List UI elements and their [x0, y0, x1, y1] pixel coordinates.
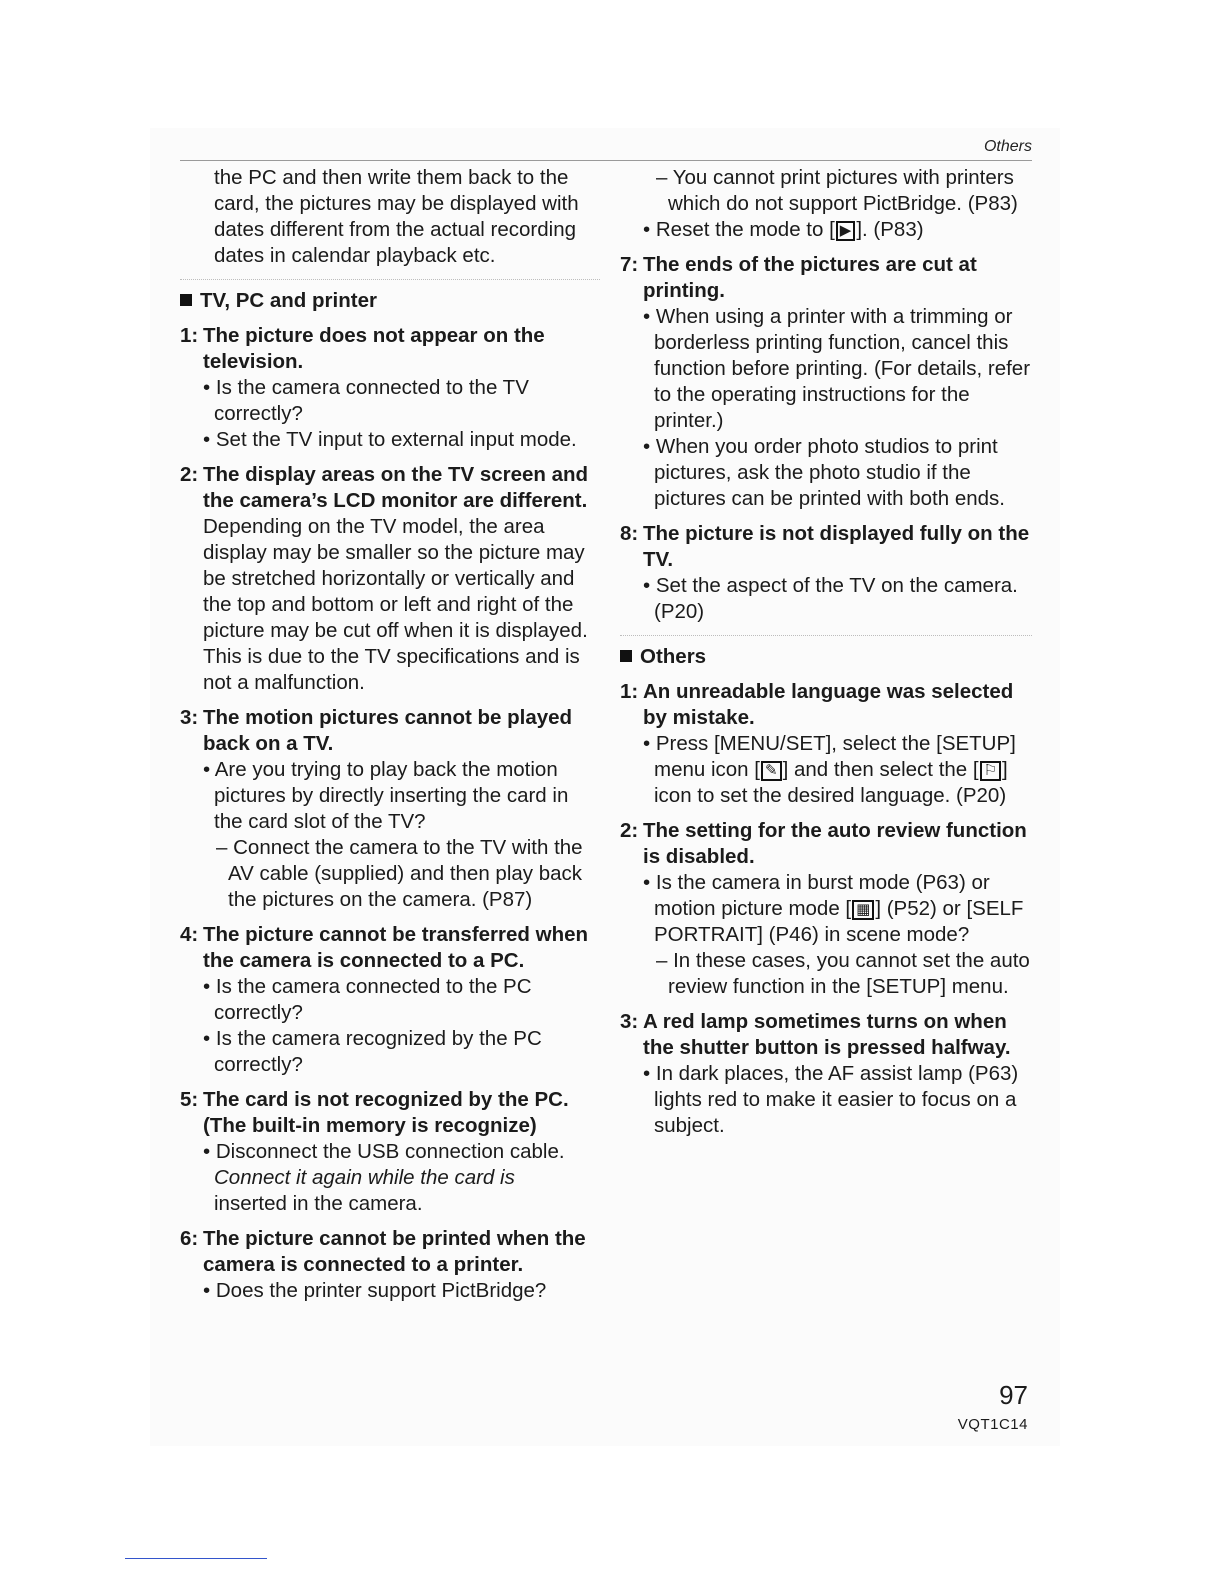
dash-item: – Connect the camera to the TV with the AV cable (supplied) and then play back the pictures on the camera. (P87)	[216, 836, 583, 911]
bullet-item: • Is the camera in burst mode (P63) or motion picture mode [ ▦ ] (P52) or [SELF PORTRAIT] (P46) in scene mode?	[643, 871, 1024, 946]
others-item-1: 1: An unreadable language was selected by mistake. • Press [MENU/SET], select the [SETUP] menu icon [ ✎ ] and then select the [ ⚐ ] icon to set the desired language. (P20)	[620, 679, 1032, 809]
dash-item: – In these cases, you cannot set the auto review function in the [SETUP] menu.	[656, 949, 1030, 998]
faq-item-3: 3: The motion pictures cannot be played back on a TV. • Are you trying to play back the motion pictures by directly inserting the card in the card slot of the TV? – Connect the camera to the TV with the AV cable (supplied) and then play back the pictures on the camera. (P87)	[180, 705, 600, 913]
right-column	[620, 165, 1032, 1139]
question-title: The display areas on the TV screen and the camera’s LCD monitor are different.	[203, 463, 589, 512]
language-icon: ⚐	[980, 761, 1001, 781]
faq-item-7: 7: The ends of the pictures are cut at printing. • When using a printer with a trimming or borderless printing function, cancel this function before printing. (For details, refer to the operating instructions for the printer.) • When you order photo studios to print pictures, ask the photo studio if the pictures can be printed with both ends.	[620, 253, 1031, 510]
question-title: The motion pictures cannot be played back on a TV.	[203, 706, 573, 755]
bullet-item: • Disconnect the USB connection cable.	[203, 1140, 565, 1163]
question-title: The picture is not displayed fully on the TV.	[643, 522, 1030, 571]
bullet-item: • Is the camera connected to the TV correctly?	[203, 376, 529, 425]
continuation-text: inserted in the camera.	[214, 1192, 423, 1215]
bullet-item: • Set the aspect of the TV on the camera. (P20)	[643, 574, 1018, 623]
separator	[180, 279, 600, 280]
bullet-item: • Is the camera recognized by the PC correctly?	[203, 1027, 542, 1076]
section-heading-tv-pc-printer: TV, PC and printer	[180, 288, 600, 314]
faq-item-5: 5: The card is not recognized by the PC. (The built-in memory is recognize) • Disconnect the USB connection cable. Connect it again while the card is inserted in the camera.	[180, 1087, 600, 1217]
continuation-text: Connect it again while the card is	[214, 1166, 515, 1189]
bullet-item: • Reset the mode to [ ▶ ]. (P83)	[643, 218, 924, 241]
bullet-item: • In dark places, the AF assist lamp (P63) lights red to make it easier to focus on a subject.	[643, 1062, 1019, 1137]
dash-item: – You cannot print pictures with printers which do not support PictBridge. (P83)	[656, 166, 1018, 215]
question-title: The setting for the auto review function is disabled.	[643, 819, 1027, 868]
page-number: 97	[999, 1380, 1028, 1410]
section-heading-others: Others	[620, 644, 1032, 670]
faq-item-1: 1: The picture does not appear on the television. • Is the camera connected to the TV correctly? • Set the TV input to external input mode.	[180, 323, 600, 453]
bullet-item: • Are you trying to play back the motion pictures by directly inserting the card in the card slot of the TV?	[203, 758, 569, 833]
question-title: The picture cannot be transferred when the camera is connected to a PC.	[203, 923, 589, 972]
question-title: The card is not recognized by the PC. (The built-in memory is recognize)	[203, 1088, 569, 1137]
bullet-item: • Is the camera connected to the PC correctly?	[203, 975, 532, 1024]
question-title: The ends of the pictures are cut at printing.	[643, 253, 977, 302]
running-header: Others	[983, 138, 1032, 155]
question-title: A red lamp sometimes turns on when the shutter button is pressed halfway.	[643, 1010, 1011, 1059]
faq-item-6-continued	[620, 165, 1032, 243]
setup-wrench-icon: ✎	[761, 761, 782, 781]
bullet-item: • Set the TV input to external input mode.	[203, 428, 577, 451]
print-mode-icon: ▶	[836, 221, 856, 241]
square-bullet-icon	[620, 650, 632, 662]
square-bullet-icon	[180, 294, 192, 306]
footnote-rule	[125, 1558, 267, 1559]
others-item-2: 2: The setting for the auto review function is disabled. • Is the camera in burst mode (P63) or motion picture mode [ ▦ ] (P52) or [SELF PORTRAIT] (P46) in scene mode? – In these cases, you cannot set the auto review function in the [SETUP] menu.	[620, 818, 1032, 1000]
intro-paragraph: the PC and then write them back to the card, the pictures may be displayed with dates different from the actual recording dates in calendar playback etc.	[214, 166, 579, 267]
bullet-item: • When you order photo studios to print pictures, ask the photo studio if the pictures can be printed with both ends.	[643, 435, 1005, 510]
left-column	[180, 165, 600, 1304]
model-code: VQT1C14	[957, 1416, 1028, 1433]
motion-picture-icon: ▦	[852, 900, 874, 920]
faq-item-2: 2: The display areas on the TV screen and the camera’s LCD monitor are different. Depending on the TV model, the area display may be smaller so the picture may be stretched horizontally or vertically and the top and bottom or left and right of the picture may be cut off when it is displayed. This is due to the TV specifications and is not a malfunction.	[180, 462, 600, 696]
question-title: An unreadable language was selected by mistake.	[643, 680, 1014, 729]
answer-text: Depending on the TV model, the area display may be smaller so the picture may be stretched horizontally or vertically and the top and bottom or left and right of the picture may be cut off when it is displayed. This is due to the TV specifications and is not a malfunction.	[203, 515, 588, 694]
header-rule	[180, 160, 1032, 161]
bullet-item: • Press [MENU/SET], select the [SETUP] menu icon [ ✎ ] and then select the [ ⚐ ] icon to set the desired language. (P20)	[643, 732, 1016, 807]
question-title: The picture cannot be printed when the camera is connected to a printer.	[203, 1227, 586, 1276]
separator	[620, 635, 1032, 636]
bullet-item: • Does the printer support PictBridge?	[203, 1279, 547, 1302]
faq-item-8: 8: The picture is not displayed fully on the TV. • Set the aspect of the TV on the camera. (P20)	[620, 521, 1032, 625]
bullet-item: • When using a printer with a trimming or borderless printing function, cancel this function before printing. (For details, refer to the operating instructions for the printer.)	[643, 305, 1031, 432]
others-item-3: 3: A red lamp sometimes turns on when the shutter button is pressed halfway. • In dark places, the AF assist lamp (P63) lights red to make it easier to focus on a subject.	[620, 1009, 1032, 1139]
question-title: The picture does not appear on the television.	[203, 324, 545, 373]
faq-item-6: 6: The picture cannot be printed when the camera is connected to a printer. • Does the printer support PictBridge?	[180, 1226, 600, 1304]
faq-item-4: 4: The picture cannot be transferred when the camera is connected to a PC. • Is the camera connected to the PC correctly? • Is the camera recognized by the PC correctly?	[180, 922, 600, 1078]
